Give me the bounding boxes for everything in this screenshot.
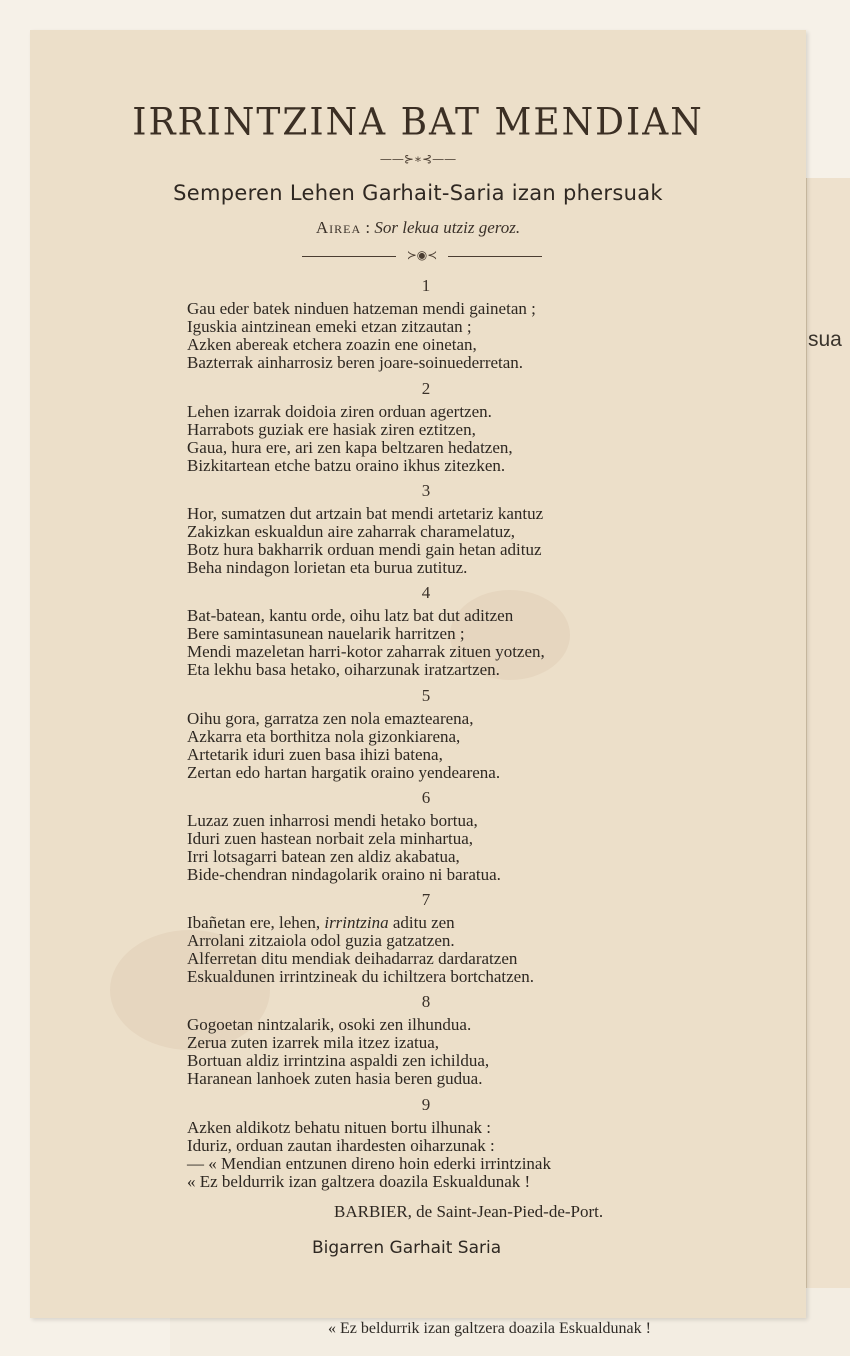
tune-separator: : [361, 218, 375, 237]
verse-line: Iduriz, orduan zautan ihardesten oiharzunak : [187, 1136, 495, 1155]
section-ornament [302, 248, 542, 266]
verse-line: Gaua, hura ere, ari zen kapa beltzaren hedatzen, [187, 438, 513, 457]
stanza [187, 710, 500, 782]
verse-line: Oihu gora, garratza zen nola emaztearena, [187, 709, 474, 728]
verse-line: Eskualdunen irrintzineak du ichiltzera bortchatzen. [187, 967, 534, 986]
stanza [187, 812, 501, 884]
verse-line: Botz hura bakharrik orduan mendi gain hetan adituz [187, 540, 542, 559]
stanza-number: 7 [421, 890, 431, 909]
stanza-number: 5 [421, 686, 431, 705]
tune-name: Sor lekua utziz geroz. [374, 218, 521, 237]
verse-line: Gogoetan nintzalarik, osoki zen ilhundua. [187, 1015, 472, 1034]
stanza [187, 1016, 489, 1088]
verse-line: — « Mendian entzunen direno hoin ederki irrintzinak [187, 1154, 551, 1173]
stanza-number: 6 [421, 788, 431, 807]
verse-line: Haranean lanhoek zuten hasia beren gudua. [187, 1069, 483, 1088]
tune-line [30, 218, 806, 238]
verse-line: Iguskia aintzinean emeki etzan zitzautan ; [187, 317, 472, 336]
stanza-number: 1 [421, 276, 431, 295]
verse-line: Irri lotsagarri batean zen aldiz akabatua, [187, 847, 460, 866]
verse-line: Bide-chendran nindagolarik oraino ni baratua. [187, 865, 501, 884]
title-ornament: ——⊱∗⊰—— [379, 152, 457, 166]
stanza [187, 914, 534, 986]
stanza-number: 3 [421, 481, 431, 500]
verse-line: Hor, sumatzen dut artzain bat mendi artetariz kantuz [187, 504, 544, 523]
verse-line: Zerua zuten izarrek mila itzez izatua, [187, 1033, 440, 1052]
stanza [187, 505, 543, 577]
verse-line: Gau eder batek ninduen hatzeman mendi gainetan ; [187, 299, 536, 318]
tune-label: Airea [315, 218, 362, 237]
verse-line: Lehen izarrak doidoia ziren orduan agertzen. [187, 402, 492, 421]
verse-line: Bazterrak ainharrosiz beren joare-soinuederretan. [187, 353, 524, 372]
verse-line: Azken abereak etchera zoazin ene oinetan, [187, 335, 477, 354]
verse-line: Bere samintasunean nauelarik harritzen ; [187, 624, 465, 643]
stanza [187, 300, 536, 372]
verse-line: Artetarik iduri zuen basa ihizi batena, [187, 745, 443, 764]
verse-line: Bat-batean, kantu orde, oihu latz bat dut aditzen [187, 606, 514, 625]
verse-line: Eta lekhu basa hetako, oiharzunak iratzartzen. [187, 660, 500, 679]
poem-sheet [30, 30, 806, 1318]
verse-line: Luzaz zuen inharrosi mendi hetako bortua, [187, 811, 478, 830]
poem-title: IRRINTZINA BAT MENDIAN [132, 100, 704, 145]
poem-subtitle: Semperen Lehen Garhait-Saria izan phersuak [173, 181, 663, 205]
verse-line: Alferretan ditu mendiak deihadarraz dardaratzen [187, 949, 518, 968]
stanza [187, 1119, 551, 1191]
verse-line: Arrolani zitzaiola odol guzia gatzatzen. [187, 931, 455, 950]
stanza-number: 8 [421, 992, 431, 1011]
stanza [187, 607, 545, 679]
verse-line: Zakizkan eskualdun aire zaharrak charamelatuz, [187, 522, 516, 541]
verse-line: Azkarra eta borthitza nola gizonkiarena, [187, 727, 461, 746]
verse-line: Iduri zuen hastean norbait zela minhartua, [187, 829, 474, 848]
verse-line: Beha nindagon lorietan eta burua zutituz. [187, 558, 468, 577]
verse-line: Bizkitartean etche batzu oraino ikhus zitezken. [187, 456, 506, 475]
ornament-glyph: ≻◉≺ [406, 248, 438, 262]
stanza-number: 4 [421, 583, 431, 602]
second-prize-heading: Bigarren Garhait Saria [312, 1238, 502, 1258]
verse-line: Azken aldikotz behatu nituen bortu ilhunak : [187, 1118, 492, 1137]
underlying-bottom-line: « Ez beldurrik izan galtzera doazila Eskualdunak ! [328, 1320, 651, 1337]
verse-line: Zertan edo hartan hargatik oraino yendearena. [187, 763, 501, 782]
verse-line: Mendi mazeletan harri-kotor zaharrak zituen yotzen, [187, 642, 545, 661]
stanza [187, 403, 513, 475]
verse-line: Harrabots guziak ere hasiak ziren eztitzen, [187, 420, 476, 439]
verse-line: Bortuan aldiz irrintzina aspaldi zen ichildua, [187, 1051, 490, 1070]
underlying-text-fragment: sua [808, 328, 842, 351]
verse-line: « Ez beldurrik izan galtzera doazila Eskualdunak ! [187, 1172, 531, 1191]
stanza-number: 2 [421, 379, 431, 398]
verse-line: Ibañetan ere, lehen, irrintzina aditu zen [187, 913, 455, 932]
stanza-number: 9 [421, 1095, 431, 1114]
author-signature: BARBIER, de Saint-Jean-Pied-de-Port. [334, 1202, 604, 1221]
